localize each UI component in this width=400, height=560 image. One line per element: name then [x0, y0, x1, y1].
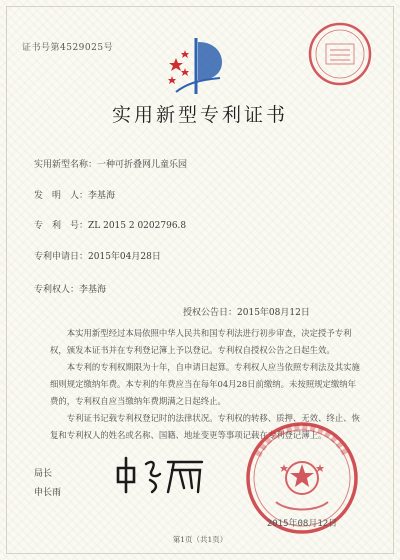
inventor-row [34, 188, 115, 201]
patent-holder-label: 专利权人： [34, 285, 80, 295]
patent-number-label: 专 利 号： [34, 221, 89, 231]
certificate-title: 实用新型专利证书 [111, 104, 288, 126]
seal-date: 2015年08月12日 [266, 519, 338, 529]
page-footer: 第1页（共1页） [172, 535, 228, 544]
filing-date-value: 2015年04月28日 [88, 252, 161, 262]
handwritten-signature [112, 452, 207, 498]
signer-title: 局长 [34, 469, 53, 479]
sipo-logo-icon [158, 28, 234, 104]
name-label: 实用新型名称： [34, 160, 98, 170]
patent-number-row [34, 218, 186, 231]
utility-model-name-row [34, 157, 187, 170]
body-paragraph: 专利证书记载专利权登记时的法律状况。专利权的转移、质押、无效、终止、恢复和专利权人的姓名或名称、国籍、地址变更等事项记载在专利登记簿上。 [50, 413, 360, 440]
signer-name: 申长雨 [34, 488, 62, 498]
grant-date-label: 授权公告日： [183, 308, 238, 318]
filing-date-row [34, 249, 161, 262]
main-seal-icon [228, 416, 376, 536]
filing-date-label: 专利申请日： [34, 252, 89, 262]
body-paragraph: 本专利的专利权期限为十年，自申请日起算。专利权人应当依照专利法及其实施细则规定缴纳年费。本专利的年费应当在每年04月28日前缴纳。未按照规定缴纳年费的，专利权自应当缴纳年费期满之日起终止。 [50, 362, 360, 406]
inventor-label: 发 明 人： [34, 191, 89, 201]
body-paragraph: 本实用新型经过本局依照中华人民共和国专利法进行初步审查，决定授予专利权，颁发本证书并在专利登记簿上予以登记。专利权自授权公告之日起生效。 [50, 328, 352, 355]
name-value: 一种可折叠网儿童乐园 [97, 160, 188, 170]
patent-holder-value: 李基海 [79, 285, 107, 295]
grant-date-value: 2015年08月12日 [237, 308, 310, 318]
patent-holder-row [34, 282, 106, 295]
patent-number-value: ZL 2015 2 0202796.8 [88, 221, 187, 231]
grant-date-row [183, 305, 310, 318]
certificate-number: 证书号第4529025号 [22, 43, 114, 53]
top-seal-icon [306, 20, 374, 88]
inventor-value: 李基海 [88, 191, 116, 201]
